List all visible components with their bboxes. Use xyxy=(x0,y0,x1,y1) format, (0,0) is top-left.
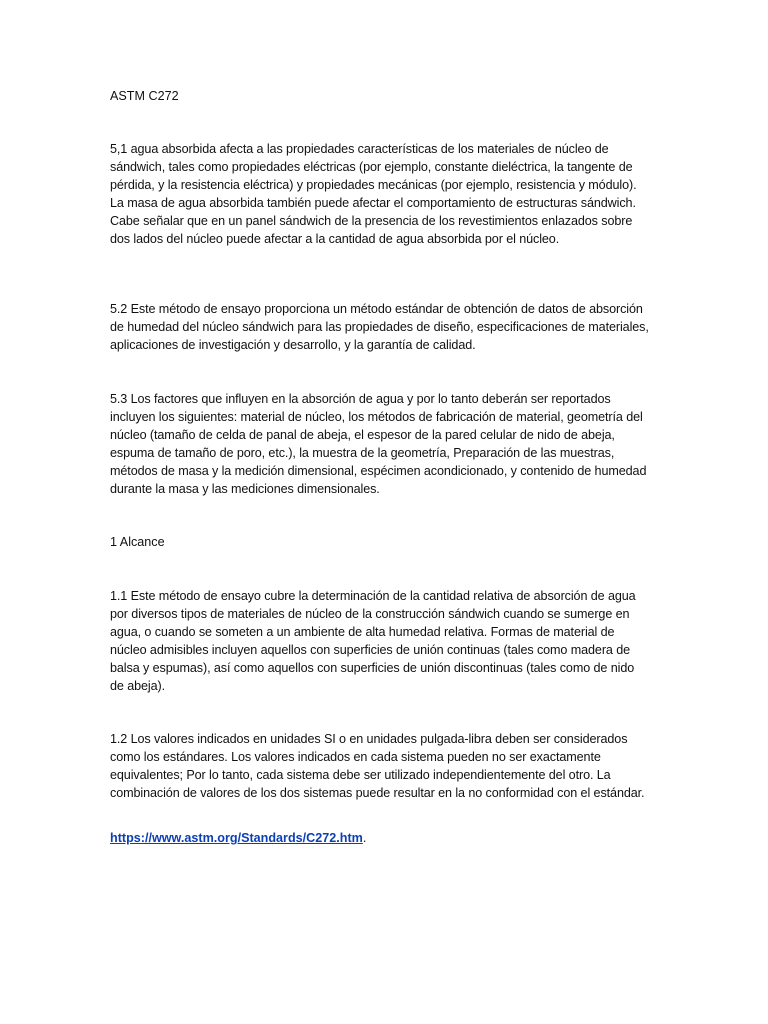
astm-standard-link[interactable]: https://www.astm.org/Standards/C272.htm xyxy=(110,831,363,845)
paragraph-5-3: 5.3 Los factores que influyen en la absorción de agua y por lo tanto deberán ser reportados incluyen los siguientes: material de núcleo, los métodos de fabricación de material, geometría del núcleo (tamaño de celda de panal de abeja, el espesor de la pared celular de nido de abeja, espuma de tamaño de poro, etc.), la muestra de la geometría, Preparación de las muestras, métodos de masa y la medición dimensional, espécimen acondicionado, y contenido de humedad durante la masa y las mediciones dimensionales. xyxy=(110,392,647,496)
paragraph-5-1: 5,1 agua absorbida afecta a las propiedades características de los materiales de núcleo de sándwich, tales como propiedades eléctricas (por ejemplo, constante dieléctrica, la tangente de pérdida, y la resistencia eléctrica) y propiedades mecánicas (por ejemplo, resistencia y módulo). La masa de agua absorbida también puede afectar el comportamiento de estructuras sándwich. Cabe señalar que en un panel sándwich de la presencia de los revestimientos enlazados sobre dos lados del núcleo puede afectar a la cantidad de agua absorbida por el núcleo. xyxy=(110,142,637,246)
reference-line xyxy=(110,829,366,847)
paragraph-5-2: 5.2 Este método de ensayo proporciona un método estándar de obtención de datos de absorción de humedad del núcleo sándwich para las propiedades de diseño, especificaciones de materiales, aplicaciones de investigación y desarrollo, y la garantía de calidad. xyxy=(110,302,649,352)
paragraph-1-1: 1.1 Este método de ensayo cubre la determinación de la cantidad relativa de absorción de agua por diversos tipos de materiales de núcleo de la construcción sándwich cuando se sumerge en agua, o cuando se someten a un ambiente de alta humedad relativa. Formas de material de núcleo admisibles incluyen aquellos con superficies de unión continuas (tales como madera de balsa y espumas), así como aquellos con superficies de unión discontinuas (tales como de nido de abeja). xyxy=(110,589,636,693)
section-heading-alcance: 1 Alcance xyxy=(110,535,165,549)
paragraph-1-2: 1.2 Los valores indicados en unidades SI o en unidades pulgada-libra deben ser considerados como los estándares. Los valores indicados en cada sistema pueden no ser exactamente equivalentes; Por lo tanto, cada sistema debe ser utilizado independientemente del otro. La combinación de valores de los dos sistemas puede resultar en la no conformidad con el estándar. xyxy=(110,732,645,800)
document-title: ASTM C272 xyxy=(110,89,179,103)
link-suffix: . xyxy=(362,831,367,845)
